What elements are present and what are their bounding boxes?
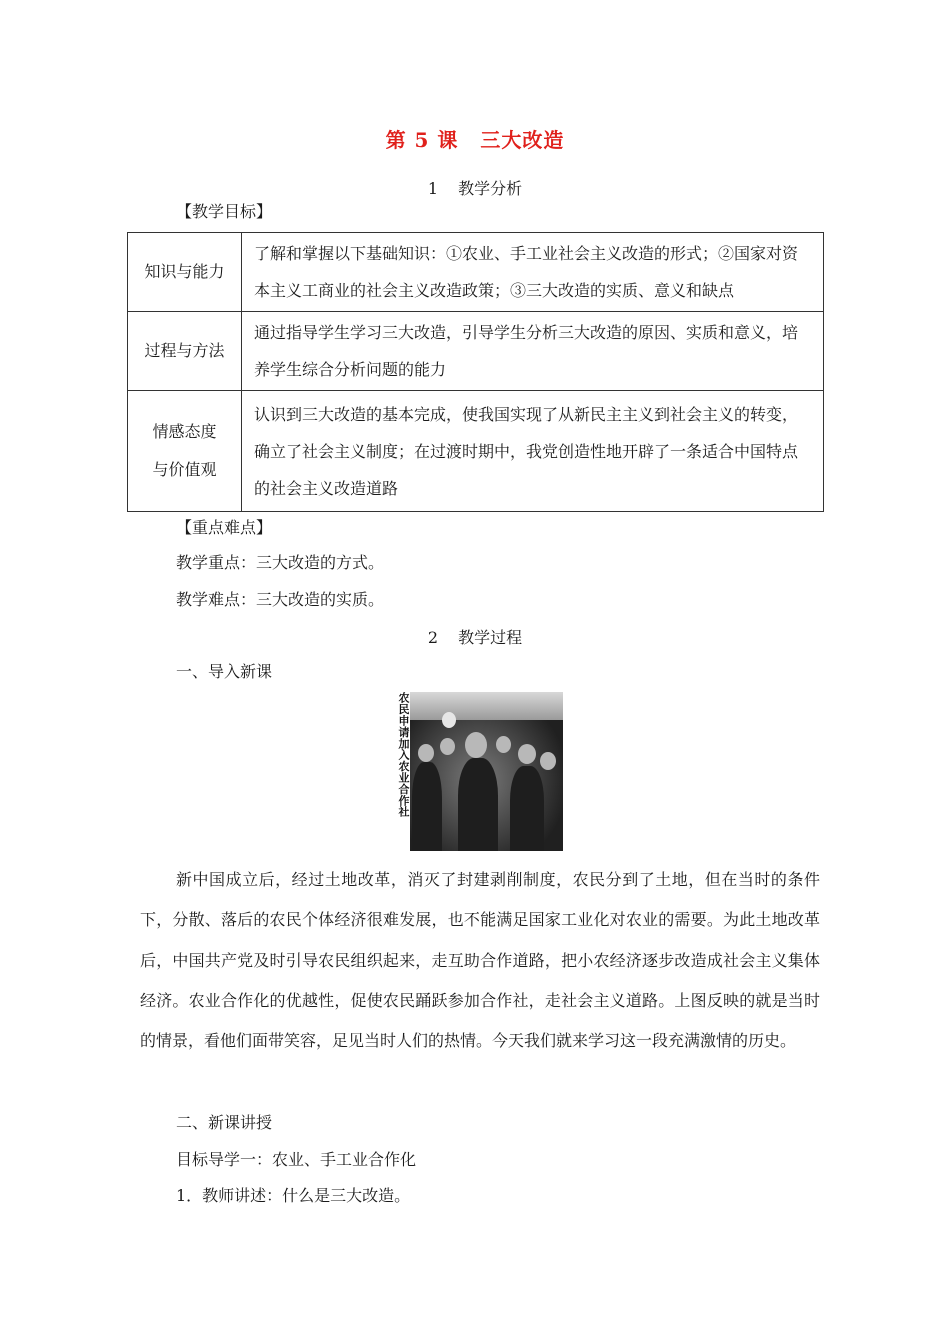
difficult-point: 教学难点：三大改造的实质。 <box>176 590 385 609</box>
key-point: 教学重点：三大改造的方式。 <box>176 553 385 572</box>
photo-banner <box>410 692 563 720</box>
goal-label <box>128 391 242 512</box>
table-row <box>128 391 824 512</box>
lesson-number: 第 5 课 <box>385 128 459 152</box>
goal-label: 过程与方法 <box>128 312 242 391</box>
photo-figure <box>496 736 511 753</box>
section-label: 教学过程 <box>458 628 523 647</box>
photo-figure <box>412 762 442 851</box>
photo-figure <box>458 758 498 851</box>
photo-caption: 农民申请加入农业合作社 <box>397 692 410 818</box>
photo-figure <box>518 744 536 764</box>
teaching-goals-table <box>127 232 824 512</box>
goal-content: 通过指导学生学习三大改造，引导学生分析三大改造的原因、实质和意义，培养学生综合分析问题的能力 <box>242 312 824 391</box>
photo-figure <box>418 744 434 762</box>
historical-photo-figure <box>388 692 563 851</box>
intro-paragraph: 新中国成立后，经过土地改革，消灭了封建剥削制度，农民分到了土地，但在当时的条件下，分散、落后的农民个体经济很难发展，也不能满足国家工业化对农业的需要。为此土地改革后，中国共产党及时引导农民组织起来，走互助合作道路，把小农经济逐步改造成社会主义集体经济。农业合作化的优越性，促使农民踊跃参加合作社，走社会主义道路。上图反映的就是当时的情景，看他们面带笑容，足见当时人们的热情。今天我们就来学习这一段充满激情的历史。 <box>140 870 820 1051</box>
section-heading-process <box>0 625 950 648</box>
lesson-name: 三大改造 <box>480 128 565 152</box>
part-heading-new-lesson: 二、新课讲授 <box>176 1113 273 1132</box>
table-row <box>128 233 824 312</box>
goal-content: 认识到三大改造的基本完成，使我国实现了从新民主主义到社会主义的转变，确立了社会主义制度；在过渡时期中，我党创造性地开辟了一条适合中国特点的社会主义改造道路 <box>242 391 824 512</box>
goal-guide-heading: 目标导学一：农业、手工业合作化 <box>176 1150 417 1169</box>
key-points-heading: 【重点难点】 <box>176 518 273 537</box>
list-item: 1．教师讲述：什么是三大改造。 <box>176 1186 411 1205</box>
goal-label-line: 情感态度 <box>152 422 217 441</box>
table-row <box>128 312 824 391</box>
photo-figure <box>465 732 487 758</box>
part-heading-intro: 一、导入新课 <box>176 662 273 681</box>
lesson-title <box>0 124 950 153</box>
section-label: 教学分析 <box>458 179 523 198</box>
intro-paragraph-block <box>140 860 820 1061</box>
goal-label-line: 与价值观 <box>152 460 217 479</box>
section-heading-analysis <box>0 176 950 199</box>
photo-figure <box>440 738 455 755</box>
photo-figure <box>510 766 544 851</box>
goal-label: 知识与能力 <box>128 233 242 312</box>
photo-lantern <box>442 712 456 728</box>
photo-figure <box>540 752 556 770</box>
farmers-photo <box>410 692 563 851</box>
section-number: 2 <box>427 628 439 647</box>
goal-content: 了解和掌握以下基础知识：①农业、手工业社会主义改造的形式；②国家对资本主义工商业的社会主义改造政策；③三大改造的实质、意义和缺点 <box>242 233 824 312</box>
section-number: 1 <box>427 179 439 198</box>
goals-heading: 【教学目标】 <box>176 202 273 221</box>
